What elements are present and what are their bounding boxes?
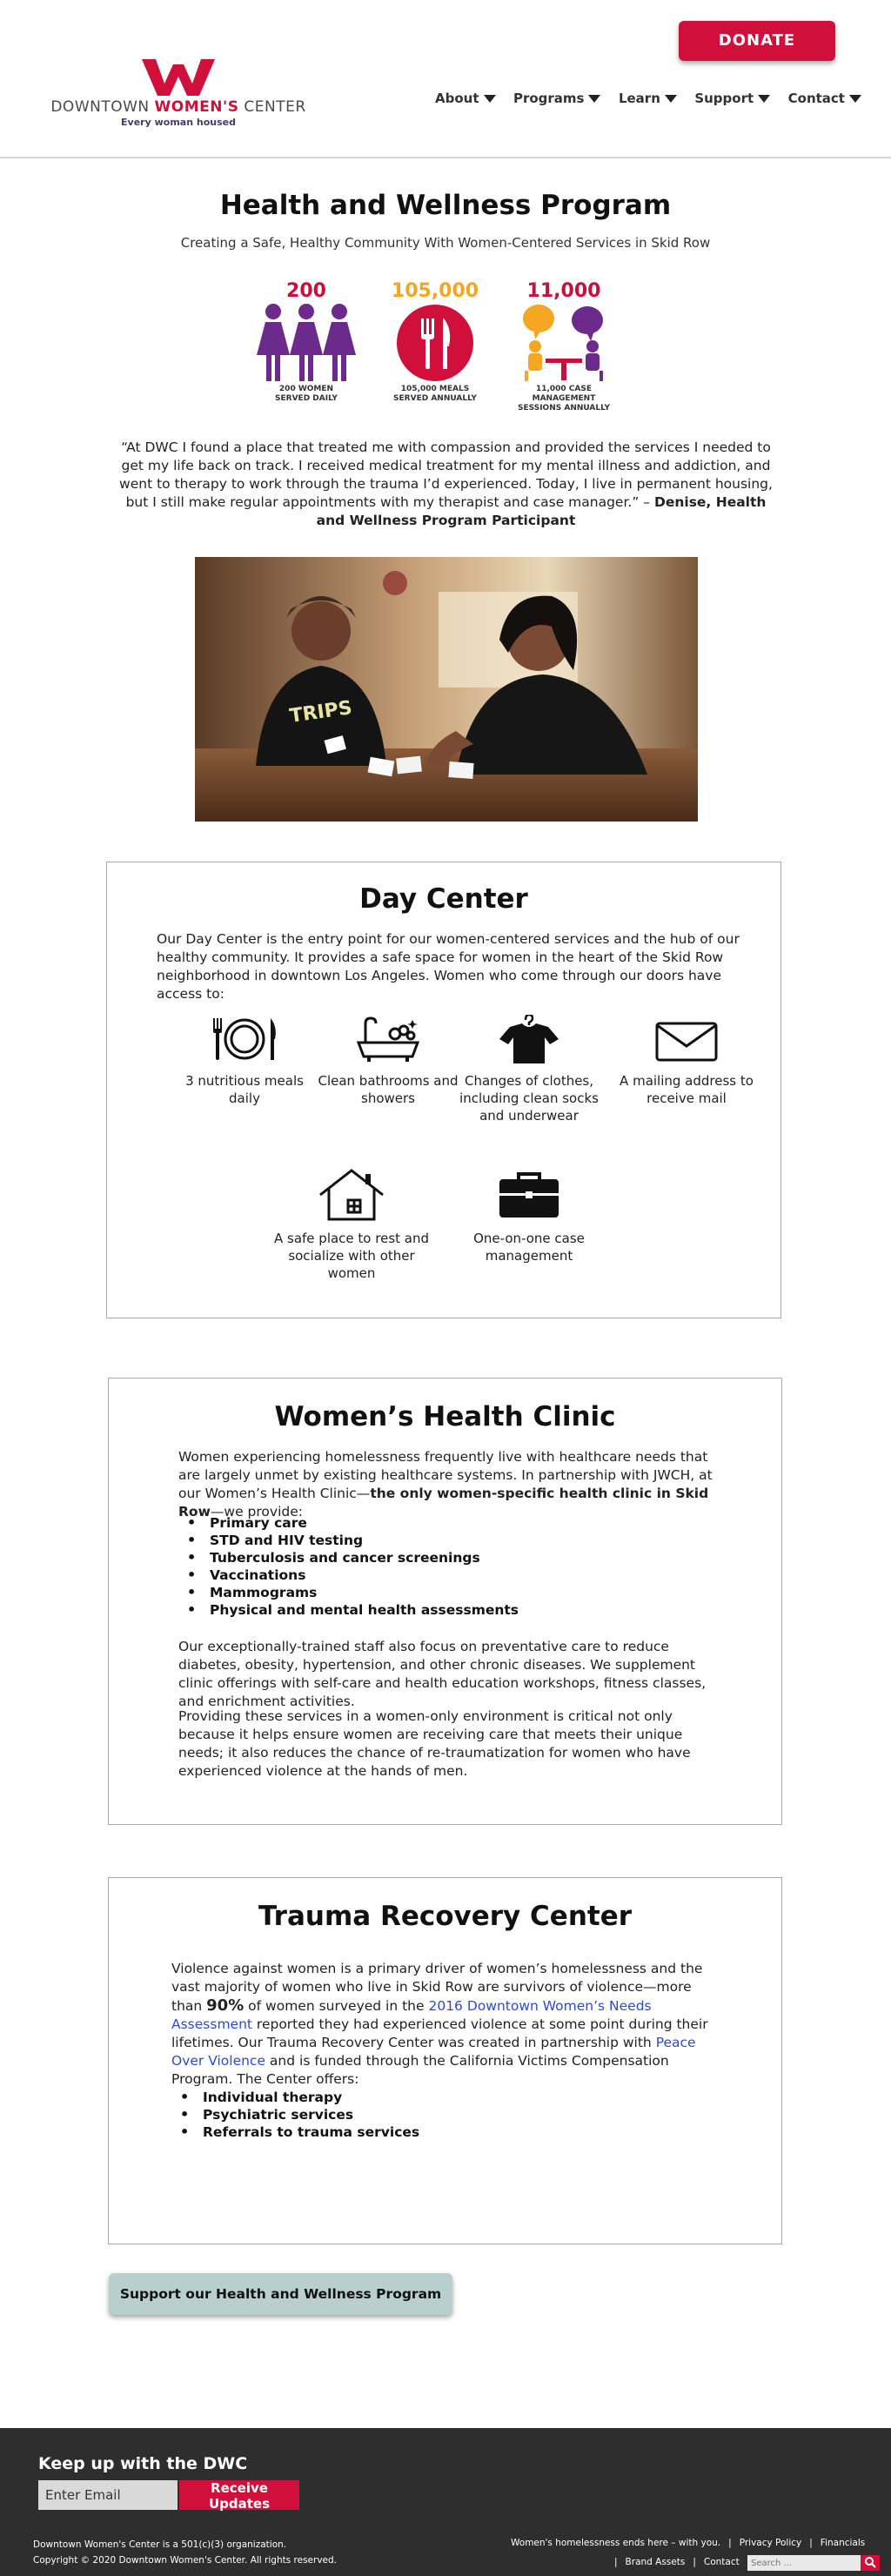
chevron-down-icon: [758, 95, 770, 103]
clinic-title: Women’s Health Clinic: [274, 1401, 616, 1432]
list-item: • Vaccinations: [178, 1566, 700, 1584]
feature-safe-place: [265, 1169, 439, 1282]
site-footer: [0, 2428, 891, 2576]
org-note: Downtown Women's Center is a 501(c)(3) organization.: [33, 2539, 287, 2550]
stat-number: 11,000: [526, 280, 601, 302]
feature-label: Changes of clothes, including clean socks and underwear: [459, 1073, 599, 1124]
list-item: • Individual therapy: [171, 2089, 693, 2106]
program-photo: [195, 557, 698, 822]
women-playing-cards-photo: [195, 557, 698, 822]
peace-over-violence-link[interactable]: Peace Over Violence: [171, 2035, 696, 2069]
nav-contact[interactable]: [788, 91, 861, 106]
nav-about[interactable]: [435, 91, 496, 106]
day-center-body: Our Day Center is the entry point for our women-centered services and the hub of our healthy community. It provides a safe space for women in the heart of the Skid Row neighborhood in downtown Los Angeles. Women who come through our doors have access to:: [157, 931, 740, 1002]
receive-updates-button[interactable]: Receive Updates: [179, 2480, 299, 2510]
nav-contact-label: Contact: [787, 91, 845, 106]
conversation-icon: [516, 303, 612, 383]
clinic-intro: Women experiencing homelessness frequently live with healthcare needs that are largely unmet by existing healthcare systems. In partnership with JWCH, at our Women’s Health Clinic—the only women-specific health clinic in Skid Row—we provide:: [178, 1449, 713, 1519]
main-nav: [435, 91, 861, 106]
feature-label: 3 nutritious meals daily: [185, 1073, 304, 1106]
nav-programs-label: Programs: [512, 91, 585, 106]
nav-learn-label: Learn: [618, 91, 660, 106]
plate-utensils-icon: [210, 1015, 279, 1063]
envelope-icon: [652, 1015, 721, 1063]
chevron-down-icon: [588, 95, 600, 103]
feature-bathrooms: [314, 1015, 462, 1107]
quote-attribution: Denise, Health and Wellness Program Participant: [316, 494, 767, 528]
nav-about-label: About: [435, 91, 479, 106]
feature-label: A safe place to rest and socialize with other women: [273, 1231, 429, 1281]
trauma-body: Violence against women is a primary driver of women’s homelessness and the vast majority of women who live in Skid Row are survivors of violence—more than 90% of women surveyed in the 2016 Downtown Women’s Needs Assessment reported they had experienced violence at some point during their lifetimes. Our Trauma Recovery Center was created in partnership with Peace Over Violence and is funded through the California Victims Compensation Program. The Center offers:: [171, 1961, 708, 2087]
footer-slogan: Women's homelessness ends here – with you.: [511, 2538, 721, 2548]
nav-learn[interactable]: [619, 91, 677, 106]
list-item: • STD and HIV testing: [178, 1532, 700, 1549]
nav-programs[interactable]: [513, 91, 601, 106]
site-logo[interactable]: [48, 59, 309, 136]
list-item: • Mammograms: [178, 1584, 700, 1601]
stat-number: 200: [286, 280, 326, 302]
logo-wordmark: DOWNTOWN WOMEN'S CENTER: [50, 98, 306, 116]
list-item: • Physical and mental health assessments: [178, 1601, 700, 1619]
day-center-section: [106, 862, 781, 1318]
nav-support[interactable]: [694, 91, 770, 106]
footer-links-bottom: | Brand Assets | Contact: [614, 2557, 740, 2567]
needs-assessment-link[interactable]: 2016 Downtown Women’s Needs Assessment: [171, 1998, 652, 2032]
footer-links-top: Women's homelessness ends here – with you. | Privacy Policy | Financials: [511, 2538, 866, 2548]
chevron-down-icon: [484, 95, 496, 103]
shirt-hanger-icon: [494, 1015, 564, 1063]
feature-mail: [613, 1015, 760, 1107]
nav-support-label: Support: [694, 91, 754, 106]
search-input[interactable]: [747, 2555, 861, 2571]
feature-meals: [171, 1015, 318, 1107]
feature-label: One-on-one case management: [473, 1231, 585, 1264]
newsletter-heading: Keep up with the DWC: [38, 2454, 248, 2473]
feature-clothes: [455, 1015, 603, 1124]
women-figures-icon: [255, 303, 358, 383]
feature-label: Clean bathrooms and showers: [318, 1073, 459, 1106]
email-input[interactable]: [38, 2480, 178, 2510]
list-item: • Referrals to trauma services: [171, 2123, 693, 2141]
trauma-title: Trauma Recovery Center: [258, 1901, 633, 1932]
donate-button[interactable]: DONATE: [679, 21, 835, 61]
fork-knife-icon: [395, 303, 475, 383]
stat-caption: 105,000 MEALS SERVED ANNUALLY: [393, 385, 477, 403]
list-item: • Primary care: [178, 1514, 700, 1532]
quote-text: “At DWC I found a place that treated me with compassion and provided the services I needed to get my life back on track. I received medical treatment for my mental illness and addiction, and went to therapy to work through the trauma I’d experienced. Today, I live in permanent housing, but I still make regular appointments with my therapist and case manager.” –: [119, 439, 773, 510]
stat-meals-served: [383, 280, 487, 404]
briefcase-icon: [494, 1169, 564, 1221]
day-center-title: Day Center: [359, 883, 528, 915]
feature-case-management: [455, 1169, 603, 1265]
stat-number: 105,000: [391, 280, 479, 302]
list-item: • Tuberculosis and cancer screenings: [178, 1549, 700, 1566]
bathtub-icon: [353, 1015, 423, 1063]
list-item: • Psychiatric services: [171, 2106, 693, 2123]
svg-text:TRIPS: TRIPS: [288, 697, 354, 728]
stat-caption: 11,000 CASE MANAGEMENT SESSIONS ANNUALLY: [518, 385, 610, 413]
chevron-down-icon: [849, 95, 861, 103]
privacy-policy-link[interactable]: Privacy Policy: [739, 2538, 802, 2548]
house-icon: [317, 1169, 386, 1221]
stat-caption: 200 WOMEN SERVED DAILY: [275, 385, 338, 403]
site-header: [0, 0, 891, 158]
search-icon: [864, 2556, 876, 2568]
copyright: Copyright © 2020 Downtown Women's Center. All rights reserved.: [33, 2555, 337, 2566]
page-subtitle: Creating a Safe, Healthy Community With Women-Centered Services in Skid Row: [180, 235, 711, 251]
chevron-down-icon: [665, 95, 677, 103]
feature-label: A mailing address to receive mail: [620, 1073, 754, 1106]
clinic-services-list: [178, 1514, 700, 1619]
financials-link[interactable]: Financials: [820, 2538, 866, 2548]
stat-case-management: [510, 280, 618, 413]
contact-link[interactable]: Contact: [703, 2557, 740, 2567]
trauma-services-list: [171, 2089, 693, 2141]
search-button[interactable]: [861, 2555, 880, 2571]
clinic-para-2: Our exceptionally-trained staff also focus on preventative care to reduce diabetes, obesity, hypertension, and other chronic diseases. We supplement clinic offerings with self-care and health education workshops, fitness classes, and enrichment activities.: [178, 1639, 707, 1709]
logo-tagline: Every woman housed: [121, 117, 236, 128]
trauma-center-section: [108, 1877, 782, 2244]
page-title: Health and Wellness Program: [219, 190, 672, 221]
support-program-button[interactable]: Support our Health and Wellness Program: [109, 2273, 452, 2315]
stat-women-served: [254, 280, 358, 404]
participant-quote: [117, 439, 774, 530]
dwc-w-logo-icon: [142, 59, 215, 96]
health-clinic-section: [108, 1378, 782, 1825]
clinic-para-3: Providing these services in a women-only environment is critical not only because it helps ensure women are receiving care that meets their unique needs; it also reduces the chance of re-traumatization for women who have experienced violence at the hands of men.: [178, 1708, 691, 1779]
brand-assets-link[interactable]: Brand Assets: [625, 2557, 686, 2567]
